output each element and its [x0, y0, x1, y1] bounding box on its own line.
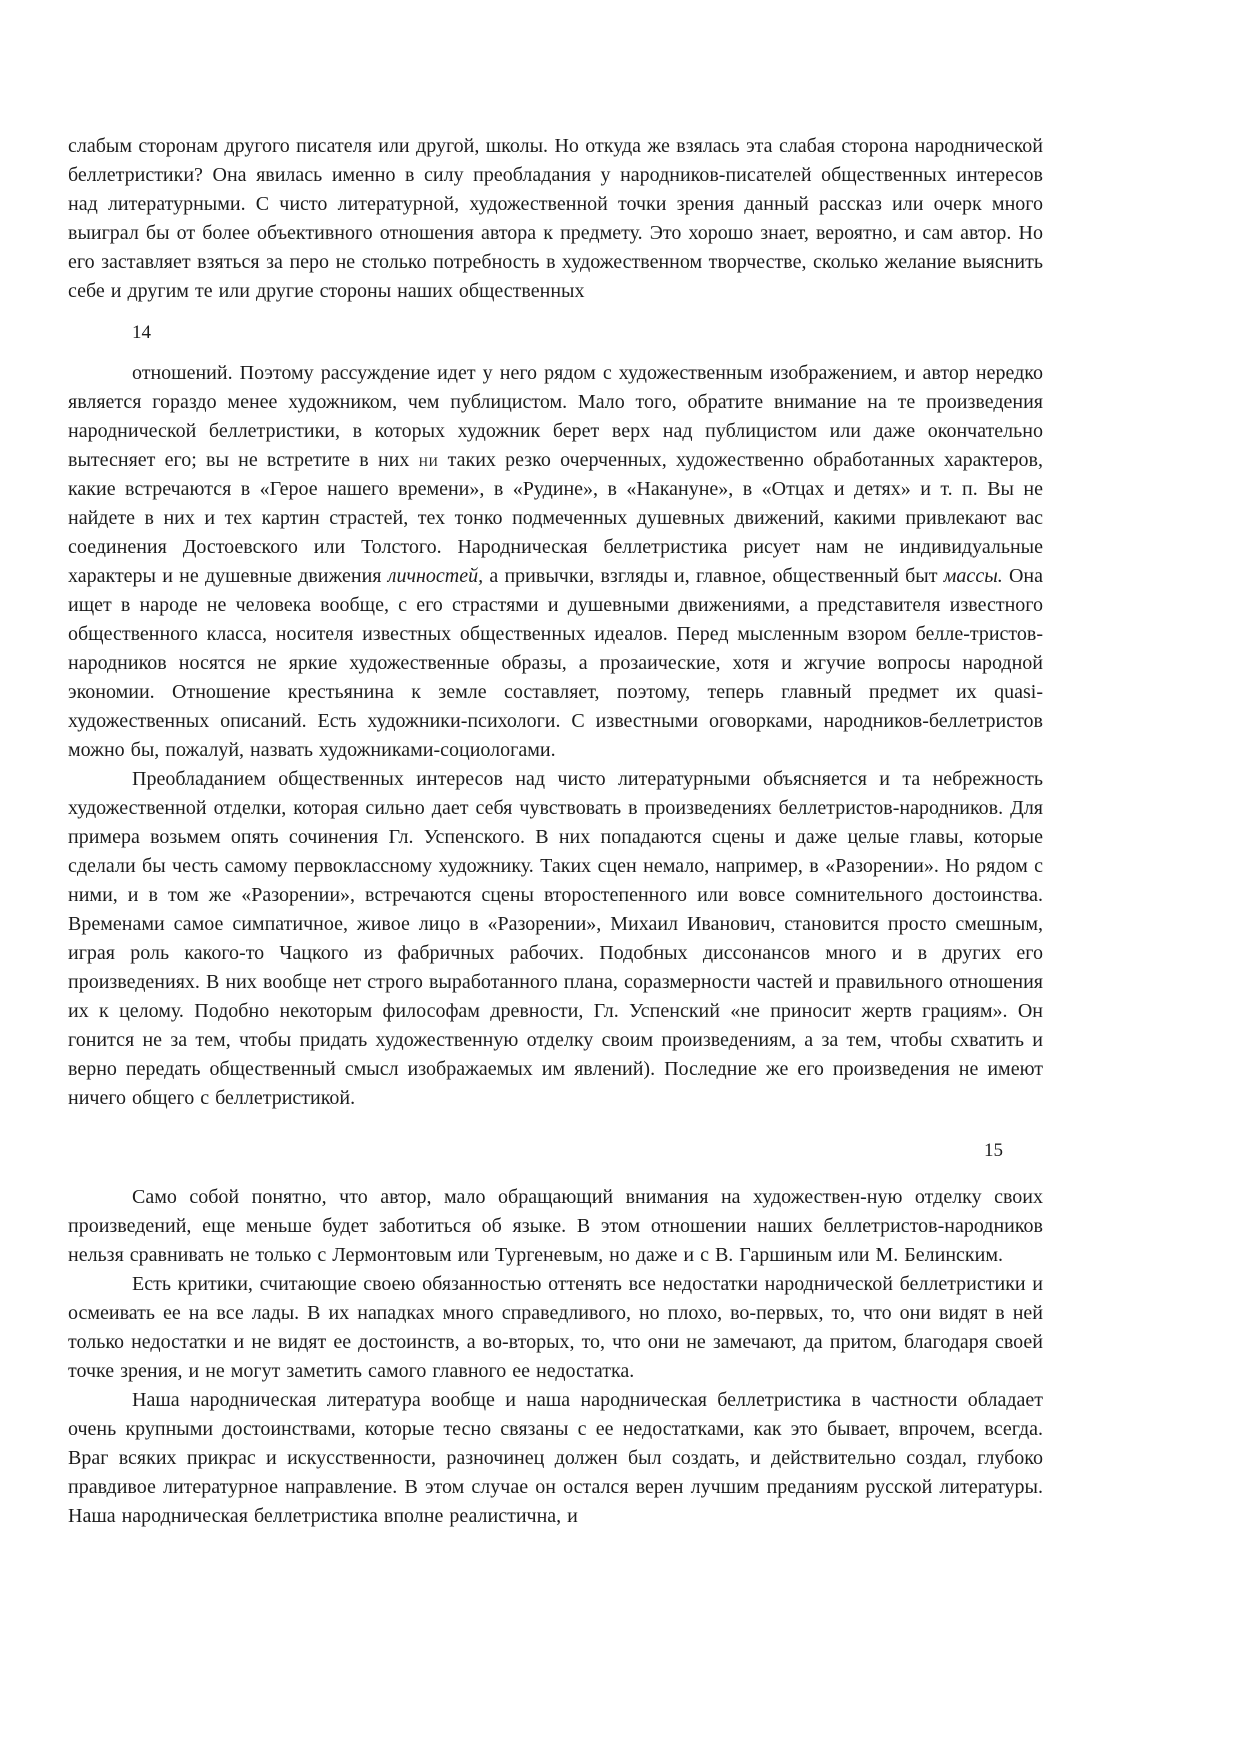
paragraph-language: Само собой понятно, что автор, мало обращающий внимания на художествен-ную отделку своих произведений, еще меньше будет заботиться об языке. В этом отношении наших беллетристов-народников нельзя сравнивать не только с Лермонтовым или Тургеневым, но даже и с В. Гаршиным или М. Белинским.: [68, 1186, 1043, 1266]
paragraph-relations-italic-lichnostei: личностей,: [387, 565, 484, 587]
page-number-15: 15: [984, 1140, 1003, 1161]
paragraph-relations-text-c: а привычки, взгляды и, главное, общественный быт: [483, 565, 944, 587]
paragraph-relations-text-a: отношений. Поэтому рассуждение идет у него рядом с художественным изображением, и автор нередко является гораздо менее художником, чем публицистом. Мало того, обратите внимание на те произведения народнической беллетристики, в которых художник берет верх над публицистом или даже окончательно вытесняет его; вы не встретите в них: [68, 362, 1043, 471]
paragraph-relations-italic-massy: массы.: [943, 565, 1003, 587]
page-number-14: 14: [132, 322, 151, 343]
paragraph-critics: Есть критики, считающие своею обязанностью оттенять все недостатки народнической беллетристики и осмеивать ее на все лады. В их нападках много справедливого, но плохо, во-первых, то, что они видят в ней только недостатки и не видят ее достоинств, а во-вторых, то, что они не замечают, да притом, благодаря своей точке зрения, и не могут заметить самого главного ее недостатка.: [68, 1273, 1043, 1382]
paragraph-continuation: слабым сторонам другого писателя или другой, школы. Но откуда же взялась эта слабая сторона народнической беллетристики? Она явилась именно в силу преобладания у народников-писателей общественных интересов над литературными. С чисто литературной, художественной точки зрения данный рассказ или очерк много выиграл бы от более объективного отношения автора к предмету. Это хорошо знает, вероятно, и сам автор. Но его заставляет взяться за перо не столько потребность в художественном творчестве, сколько желание выяснить себе и другим те или другие стороны наших общественных: [68, 135, 1043, 302]
paragraph-relations-text-b: таких резко очерченных, художественно обработанных характеров, какие встречаются в «Герое нашего времени», в «Рудине», в «Накануне», в «Отцах и детях» и т. п. Вы не найдете в них и тех картин страстей, тех тонко подмеченных душевных движений, какими привлекают вас соединения Достоевского или Толстого. Народническая беллетристика рисует нам не индивидуальные характеры и не душевные движения: [68, 449, 1043, 587]
paragraph-merits: Наша народническая литература вообще и наша народническая беллетристика в частности обладает очень крупными достоинствами, которые тесно связаны с ее недостатками, как это бывает, впрочем, всегда. Враг всяких прикрас и искусственности, разночинец должен был создать, и действительно создал, глубоко правдивое литературное направление. В этом случае он остался верен лучшим преданиям русской литературы. Наша народническая беллетристика вполне реалистична, и: [68, 1389, 1043, 1527]
paragraph-uspensky: Преобладанием общественных интересов над чисто литературными объясняется и та небрежность художественной отделки, которая сильно дает себя чувствовать в произведениях беллетристов-народников. Для примера возьмем опять сочинения Гл. Успенского. В них попадаются сцены и даже целые главы, которые сделали бы честь самому первоклассному художнику. Таких сцен немало, например, в «Разорении». Но рядом с ними, и в том же «Разорении», встречаются сцены второстепенного или вовсе сомнительного достоинства. Временами самое симпатичное, живое лицо в «Разорении», Михаил Иванович, становится просто смешным, играя роль какого-то Чацкого из фабричных рабочих. Подобных диссонансов много и в других его произведениях. В них вообще нет строго выработанного плана, соразмерности частей и правильного отношения их к целому. Подобно некоторым философам древности, Гл. Успенский «не приносит жертв грациям». Он гонится не за тем, чтобы придать художественную отделку своим произведениям, а за тем, чтобы схватить и верно передать общественный смысл изображаемых им явлений). Последние же его произведения не имеют ничего общего с беллетристикой.: [68, 768, 1043, 1109]
paragraph-relations: [68, 359, 1043, 765]
paragraph-relations-smallcaps-ni: ни: [418, 450, 439, 470]
paragraph-relations-text-d: Она ищет в народе не человека вообще, с его страстями и душевными движениями, а представителя известного общественного класса, носителя известных общественных идеалов. Перед мысленным взором белле-тристов-народников носятся не яркие художественные образы, а прозаические, хотя и жгучие вопросы народной экономии. Отношение крестьянина к земле составляет, поэтому, теперь главный предмет их quasi-художественных описаний. Есть художники-психологи. С известными оговорками, народников-беллетристов можно бы, пожалуй, назвать художниками-социологами.: [68, 565, 1043, 761]
